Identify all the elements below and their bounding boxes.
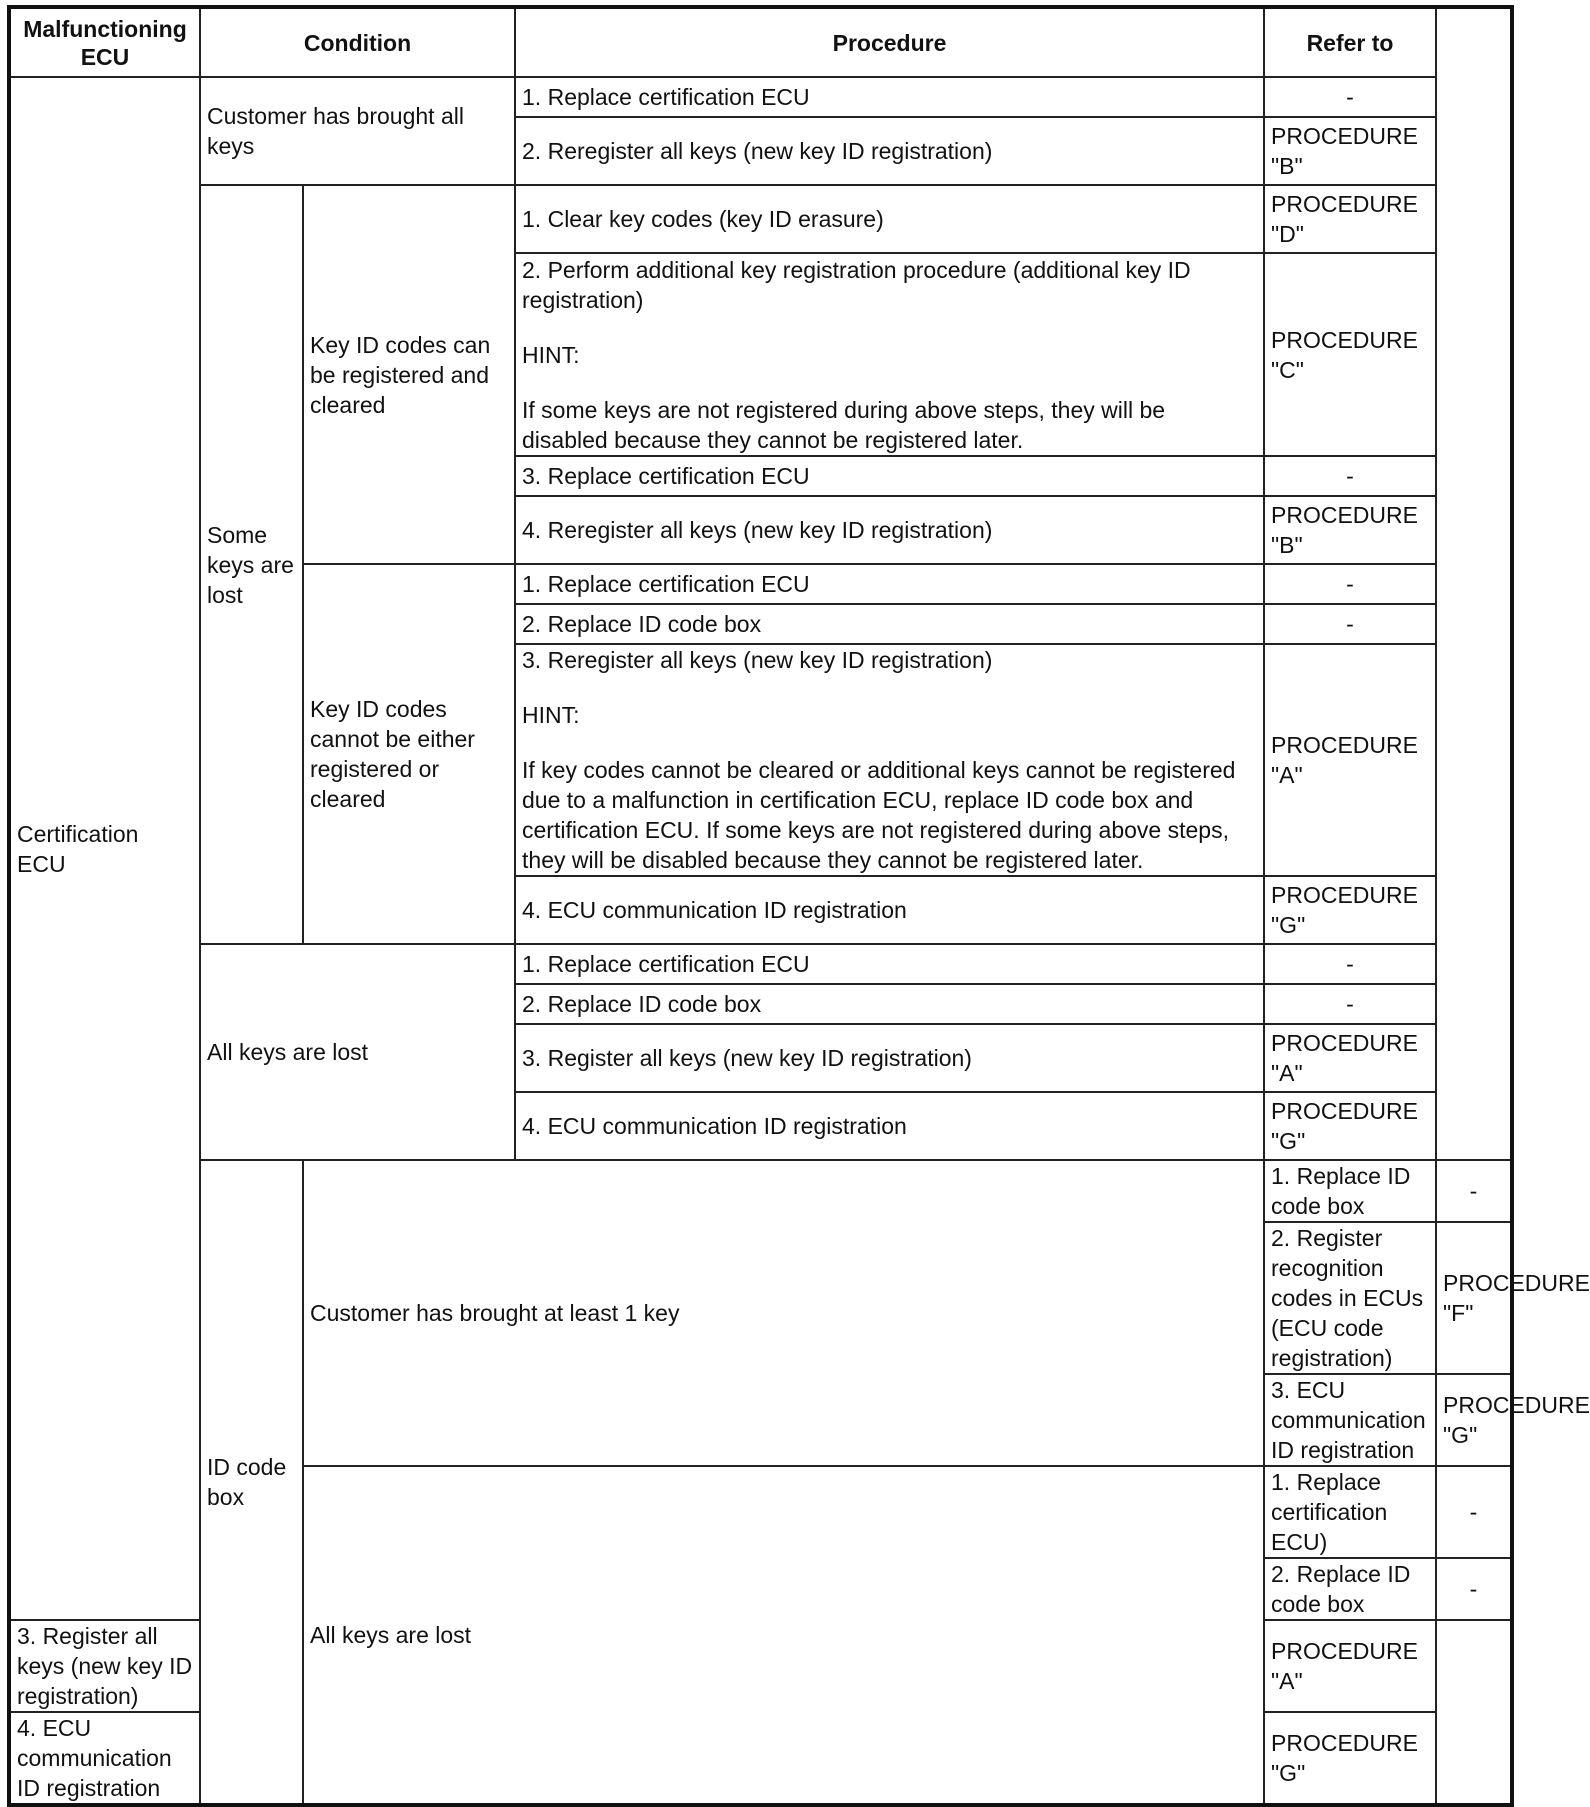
refer-cell: - [1264, 77, 1436, 117]
procedure-cell [515, 253, 1264, 456]
refer-cell: - [1264, 984, 1436, 1024]
procedure-cell: 4. ECU communication ID registration [9, 1712, 200, 1805]
refer-cell: PROCEDURE "A" [1264, 1024, 1436, 1092]
procedure-cell: 4. ECU communication ID registration [515, 1092, 1264, 1160]
hint-text: If key codes cannot be cleared or additional keys cannot be registered due to a malfunction in certification ECU, replace ID code box and certification ECU. If some keys are not registered during above steps, they will be disabled because they cannot be registered later. [522, 757, 1236, 873]
refer-cell: PROCEDURE "D" [1264, 185, 1436, 253]
procedure-cell: 1. Replace ID code box [1264, 1160, 1436, 1222]
refer-cell: PROCEDURE "A" [1264, 1620, 1436, 1712]
refer-cell: PROCEDURE "G" [1264, 1092, 1436, 1160]
condition-cell: Customer has brought all keys [200, 77, 515, 185]
refer-cell: - [1436, 1558, 1512, 1620]
procedure-cell: 1. Replace certification ECU [515, 944, 1264, 984]
refer-cell: PROCEDURE "F" [1436, 1222, 1512, 1374]
procedure-cell: 1. Clear key codes (key ID erasure) [515, 185, 1264, 253]
table-row [9, 77, 1512, 117]
procedure-cell: 3. Replace certification ECU [515, 456, 1264, 496]
procedure-text: 2. Perform additional key registration procedure (additional key ID registration) [522, 256, 1191, 313]
refer-cell: - [1264, 564, 1436, 604]
procedure-cell: 2. Replace ID code box [515, 604, 1264, 644]
condition-cell: All keys are lost [303, 1466, 1264, 1805]
header-condition: Condition [200, 7, 515, 77]
hint-label: HINT: [522, 341, 580, 368]
header-procedure: Procedure [515, 7, 1264, 77]
refer-cell: - [1436, 1466, 1512, 1558]
header-row [9, 7, 1512, 77]
refer-cell: PROCEDURE "B" [1264, 496, 1436, 564]
ecu-cell-id-code-box: ID code box [200, 1160, 303, 1805]
header-malfunctioning-ecu: Malfunctioning ECU [9, 7, 200, 77]
procedure-cell: 2. Register recognition codes in ECUs (ECU code registration) [1264, 1222, 1436, 1374]
refer-cell: PROCEDURE "G" [1436, 1374, 1512, 1466]
procedure-cell: 3. Register all keys (new key ID registration) [515, 1024, 1264, 1092]
procedure-table [7, 5, 1590, 1807]
refer-cell: - [1264, 944, 1436, 984]
refer-cell: - [1264, 456, 1436, 496]
refer-cell: PROCEDURE "G" [1264, 876, 1436, 944]
procedure-cell: 1. Replace certification ECU) [1264, 1466, 1436, 1558]
table-row [9, 1160, 1512, 1222]
condition-cell: All keys are lost [200, 944, 515, 1160]
refer-cell: PROCEDURE "G" [1264, 1712, 1436, 1805]
header-refer-to: Refer to [1264, 7, 1436, 77]
subcondition-cell: Key ID codes can be registered and cleared [303, 185, 515, 564]
table-row [9, 944, 1512, 984]
procedure-cell: 2. Replace ID code box [1264, 1558, 1436, 1620]
condition-cell: Some keys are lost [200, 185, 303, 944]
procedure-cell: 4. Reregister all keys (new key ID registration) [515, 496, 1264, 564]
procedure-cell: 1. Replace certification ECU [515, 564, 1264, 604]
refer-cell: - [1264, 604, 1436, 644]
refer-cell: PROCEDURE "B" [1264, 117, 1436, 185]
hint-label: HINT: [522, 702, 580, 728]
procedure-cell [515, 644, 1264, 876]
refer-cell: PROCEDURE "C" [1264, 253, 1436, 456]
procedure-cell: 2. Replace ID code box [515, 984, 1264, 1024]
refer-cell: PROCEDURE "A" [1264, 644, 1436, 876]
refer-cell: - [1436, 1160, 1512, 1222]
ecu-cell-certification: Certification ECU [9, 77, 200, 1620]
procedure-cell: 2. Reregister all keys (new key ID registration) [515, 117, 1264, 185]
condition-cell: Customer has brought at least 1 key [303, 1160, 1264, 1466]
procedure-text: 3. Reregister all keys (new key ID registration) [522, 647, 993, 673]
hint-text: If some keys are not registered during above steps, they will be disabled because they cannot be registered later. [522, 396, 1166, 453]
procedure-cell: 3. Register all keys (new key ID registration) [9, 1620, 200, 1712]
procedure-cell: 1. Replace certification ECU [515, 77, 1264, 117]
subcondition-cell: Key ID codes cannot be either registered or cleared [303, 564, 515, 944]
procedure-cell: 4. ECU communication ID registration [515, 876, 1264, 944]
procedure-cell: 3. ECU communication ID registration [1264, 1374, 1436, 1466]
table-row [9, 185, 1512, 253]
